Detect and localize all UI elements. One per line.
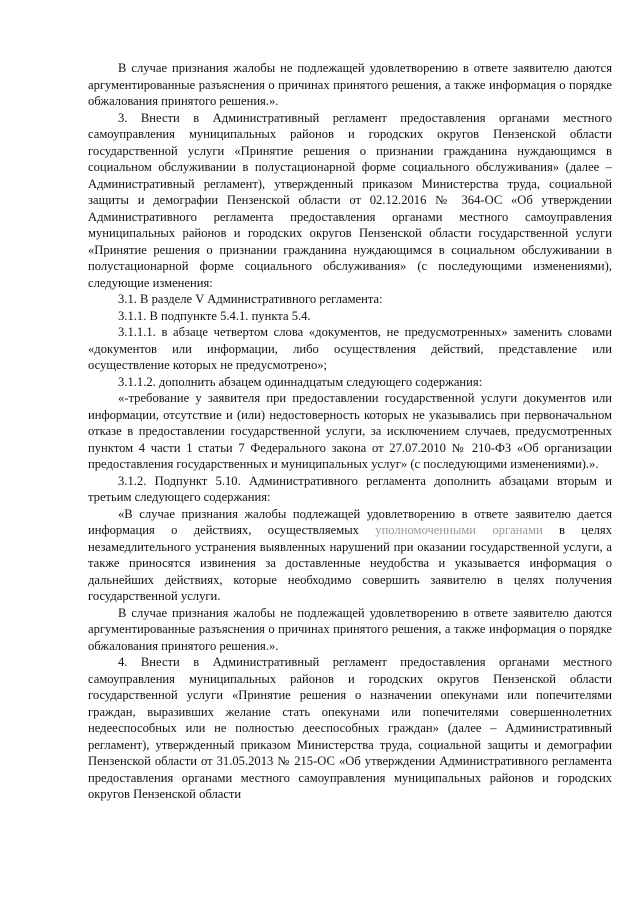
paragraph-requirement-quote: «-требование у заявителя при предоставлении государственной услуги документов или информации, отсутствие и (или) недостоверность которых не указывались при первоначальном отказе в предоставлении государственной услуги, за исключением случаев, предусмотренных пунктом 4 части 1 статьи 7 Федерального закона от 27.07.2010 № 210-ФЗ «Об организации предоставления государственных и муниципальных услуг» (с последующими изменениями).». bbox=[88, 391, 612, 471]
paragraph-3-1: 3.1. В разделе V Административного регламента: bbox=[118, 292, 383, 306]
document-page bbox=[88, 60, 612, 803]
paragraph-3-1-2: 3.1.2. Подпункт 5.10. Административного регламента дополнить абзацами вторым и третьим следующего содержания: bbox=[88, 473, 612, 504]
faded-text: уполномоченными органами bbox=[375, 523, 543, 537]
paragraph-item-3: 3. Внести в Административный регламент предоставления органами местного самоуправления муниципальных районов и городских округов Пензенской области государственной услуги «Принятие решения о признании гражданина нуждающимся в социальном обслуживании в полустационарной форме социального обслуживания» (далее – Административный регламент), утвержденный приказом Министерства труда, социальной защиты и демографии Пензенской области от 02.12.2016 № 364-ОС «Об утверждении Административного регламента предоставления органами местного самоуправления муниципальных районов и городских округов Пензенской области государственной услуги «Принятие решения о признании гражданина нуждающимся в социальном обслуживании в полустационарной форме социального обслуживания» (с последующими изменениями), следующие изменения: bbox=[88, 110, 612, 290]
paragraph-text-before: «В случае признания жалобы подлежащей удовлетворению в ответе заявителю дается информация о действиях, осуществляемых bbox=[88, 506, 612, 537]
paragraph-3-1-1-2: 3.1.1.2. дополнить абзацем одиннадцатым следующего содержания: bbox=[118, 374, 483, 389]
paragraph-3-1-1-1: 3.1.1.1. в абзаце четвертом слова «документов, не предусмотренных» заменить словами «документов или информации, либо осуществления действий, представление или осуществление которых не предусмотрено»; bbox=[88, 325, 612, 372]
paragraph-complaint-rejected-2: В случае признания жалобы не подлежащей удовлетворению в ответе заявителю даются аргументированные разъяснения о причинах принятого решения, а также информация о порядке обжалования принятого решения.». bbox=[88, 605, 612, 653]
paragraph-text-after: в целях незамедлительного устранения выявленных нарушений при оказании государственной услуги, а также приносятся извинения за доставленные неудобства и указывается информация о дальнейших действиях, которые необходимо совершить заявителю в целях получения государственной услуги. bbox=[88, 523, 612, 603]
paragraph-item-4: 4. Внести в Административный регламент предоставления органами местного самоуправления муниципальных районов и городских округов Пензенской области государственной услуги «Принятие решения о назначении опекунами или попечителями граждан, выразивших желание стать опекунами или попечителями совершеннолетних недееспособных или не полностью дееспособных граждан» (далее – Административный регламент), утвержденный приказом Министерства труда, социальной защиты и демографии Пензенской области от 31.05.2013 № 215-ОС «Об утверждении Административного регламента предоставления органами местного самоуправления муниципальных районов и городских округов Пензенской области bbox=[88, 655, 612, 801]
paragraph-complaint-satisfied bbox=[88, 506, 612, 605]
paragraph-3-1-1: 3.1.1. В подпункте 5.4.1. пункта 5.4. bbox=[118, 308, 311, 323]
paragraph-complaint-rejected-1: В случае признания жалобы не подлежащей удовлетворению в ответе заявителю даются аргументированные разъяснения о причинах принятого решения, а также информация о порядке обжалования принятого решения.». bbox=[88, 61, 612, 108]
